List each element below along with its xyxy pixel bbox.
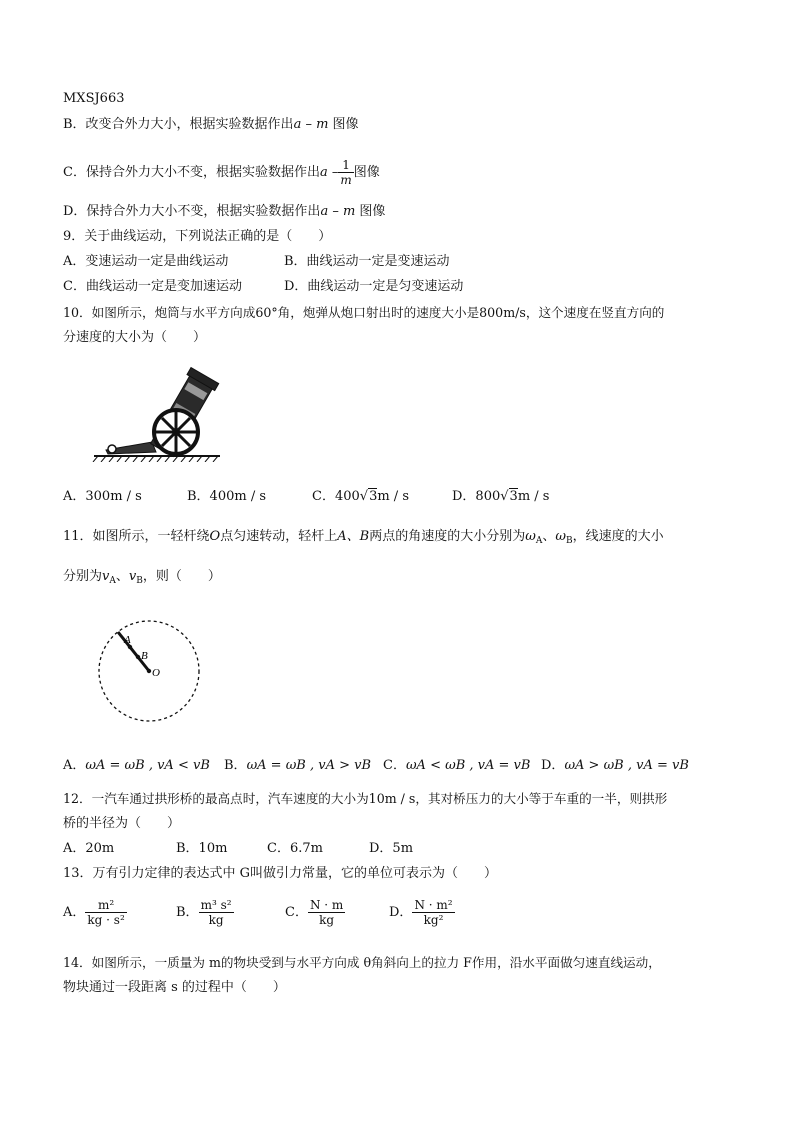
- q8-option-c-expr: a –: [319, 165, 339, 180]
- q10-option-c[interactable]: C．400√3m / s: [312, 489, 409, 504]
- q11-stem-part: 两点的角速度的大小分别为: [369, 529, 526, 544]
- q11-option-d-expr: ωA > ωB , vA = vB: [564, 758, 689, 773]
- q11-v: v: [102, 569, 110, 584]
- q11-option-b[interactable]: [224, 757, 371, 775]
- q8-option-d[interactable]: [63, 203, 385, 221]
- q13-option-d[interactable]: [389, 898, 455, 927]
- q11-option-b-expr: ωA = ωB , vA > vB: [246, 758, 372, 773]
- q12-stem-line2: 桥的半径为（ ）: [63, 816, 181, 831]
- q10-option-c-pre: C．400: [312, 489, 360, 504]
- q11-option-label: B．: [224, 758, 247, 773]
- q8-option-d-tail: 图像: [359, 204, 386, 219]
- fig-label-o: O: [152, 667, 160, 679]
- fraction-num: N · m²: [414, 898, 453, 912]
- q8-option-d-text: D．保持合外力大小不变，根据实验数据作出: [63, 204, 321, 219]
- q11-sub: B: [136, 576, 143, 586]
- q10-option-a[interactable]: A．300m / s: [63, 489, 142, 504]
- header-code: MXSJ663: [63, 91, 125, 106]
- q13-option-b-fraction: [199, 898, 234, 927]
- q9-option-a[interactable]: A．变速运动一定是曲线运动: [63, 254, 229, 269]
- q12-stem-line1: 12．一汽车通过拱形桥的最高点时，汽车速度的大小为10m / s，其对桥压力的大小等于车重的一半，则拱形: [63, 791, 668, 806]
- q11-option-a-expr: ωA = ωB , vA < vB: [85, 758, 210, 773]
- q8-option-c-fraction-den: m: [340, 173, 352, 187]
- q12-option-a[interactable]: A．20m: [63, 841, 115, 856]
- q11-stem-part: 11．如图所示，一轻杆绕: [63, 529, 210, 544]
- q8-option-c-text: C．保持合外力大小不变，根据实验数据作出: [63, 165, 320, 180]
- q10-stem-line2: 分速度的大小为（ ）: [63, 330, 207, 345]
- fig-label-b: B: [141, 650, 148, 662]
- q10-option-d-pre: D．800: [452, 489, 501, 504]
- q8-option-d-expr: a – m: [320, 204, 356, 219]
- q11-omega: ω: [525, 529, 536, 544]
- q8-option-b-text: B．改变合外力大小，根据实验数据作出: [63, 117, 294, 132]
- q10-option-d-radicand: 3: [509, 489, 518, 504]
- q12-option-d[interactable]: D．5m: [369, 841, 414, 856]
- q10-option-c-post: m / s: [377, 489, 409, 504]
- cannon-figure: [92, 352, 224, 462]
- q9-option-c[interactable]: C．曲线运动一定是变加速运动: [63, 279, 242, 294]
- q8-option-c-fraction: [338, 158, 353, 187]
- q13-stem: 13．万有引力定律的表达式中 G叫做引力常量，它的单位可表示为（ ）: [63, 866, 498, 881]
- q9-option-b[interactable]: B．曲线运动一定是变速运动: [284, 254, 450, 269]
- fraction-num: m²: [85, 898, 126, 913]
- q11-option-label: A．: [63, 758, 86, 773]
- q10-option-d[interactable]: D．800√3m / s: [452, 489, 550, 504]
- q11-sep: 、: [542, 529, 556, 544]
- q10-option-d-post: m / s: [517, 489, 550, 504]
- q13-option-label: B．: [176, 905, 199, 920]
- q11-option-label: D．: [541, 758, 565, 773]
- fig-label-a: A: [124, 634, 131, 646]
- q11-stem-part: ，线速度的大小: [572, 529, 664, 544]
- q11-sub: A: [109, 576, 116, 586]
- q11-stem-ab: A、B: [337, 529, 370, 544]
- fraction-num: N · m: [309, 898, 344, 912]
- q8-option-b[interactable]: [63, 116, 359, 134]
- q11-option-c-expr: ωA < ωB , vA = vB: [405, 758, 531, 773]
- q8-option-c[interactable]: [63, 158, 380, 187]
- q13-option-a-fraction: [85, 898, 126, 927]
- q11-v: v: [128, 569, 137, 584]
- q11-stem-part: 点匀速转动，轻杆上: [220, 529, 338, 544]
- q12-option-b[interactable]: B．10m: [176, 841, 228, 856]
- q11-option-a[interactable]: [63, 757, 210, 775]
- q13-option-label: D．: [389, 905, 413, 920]
- rotating-rod-figure: [96, 619, 206, 725]
- q13-option-c[interactable]: [285, 898, 345, 927]
- q8-option-b-tail: 图像: [332, 117, 359, 132]
- q13-option-a[interactable]: [63, 898, 127, 927]
- q13-option-label: C．: [285, 905, 308, 920]
- q8-option-c-tail: 图像: [353, 165, 380, 180]
- q11-option-d[interactable]: [541, 757, 689, 775]
- q11-sub: A: [535, 536, 543, 546]
- q14-stem-line1: 14．如图所示，一质量为 m的物块受到与水平方向成 θ角斜向上的拉力 F作用，沿水平面做匀速直线运动，: [63, 955, 661, 970]
- q13-option-d-fraction: [412, 898, 454, 927]
- q10-option-c-radicand: 3: [369, 489, 378, 504]
- fraction-den: kg: [208, 913, 224, 927]
- fraction-den: kg · s²: [87, 913, 125, 927]
- q10-stem-line1: 10．如图所示，炮筒与水平方向成60°角，炮弹从炮口射出时的速度大小是800m/s，这个速度在竖直方向的: [63, 305, 665, 320]
- q10-option-b[interactable]: B．400m / s: [187, 489, 267, 504]
- q8-option-b-expr: a – m: [293, 117, 329, 132]
- q11-sep: 、: [115, 569, 129, 584]
- q9-stem: 9．关于曲线运动，下列说法正确的是（ ）: [63, 229, 332, 244]
- q13-option-c-fraction: [308, 898, 345, 927]
- q13-option-label: A．: [63, 905, 86, 920]
- q11-sub: B: [565, 536, 573, 546]
- q8-option-c-fraction-num: 1: [338, 158, 353, 173]
- q11-option-c[interactable]: [383, 757, 530, 775]
- q14-stem-line2: 物块通过一段距离 s 的过程中（ ）: [63, 980, 286, 995]
- q13-option-b[interactable]: [176, 898, 234, 927]
- fraction-den: kg: [319, 913, 335, 927]
- fraction-num: m³ s²: [200, 898, 232, 912]
- q11-stem-line2: [63, 568, 221, 590]
- fraction-den: kg²: [423, 913, 444, 927]
- q11-omega: ω: [555, 529, 566, 544]
- q9-option-d[interactable]: D．曲线运动一定是匀变速运动: [284, 279, 464, 294]
- q11-stem-line1: [63, 528, 664, 550]
- q12-option-c[interactable]: C．6.7m: [267, 841, 323, 856]
- q11-stem-part: 分别为: [63, 569, 103, 584]
- q11-option-label: C．: [383, 758, 406, 773]
- q11-stem-part: ，则（ ）: [142, 569, 221, 584]
- q11-stem-o: O: [209, 529, 221, 544]
